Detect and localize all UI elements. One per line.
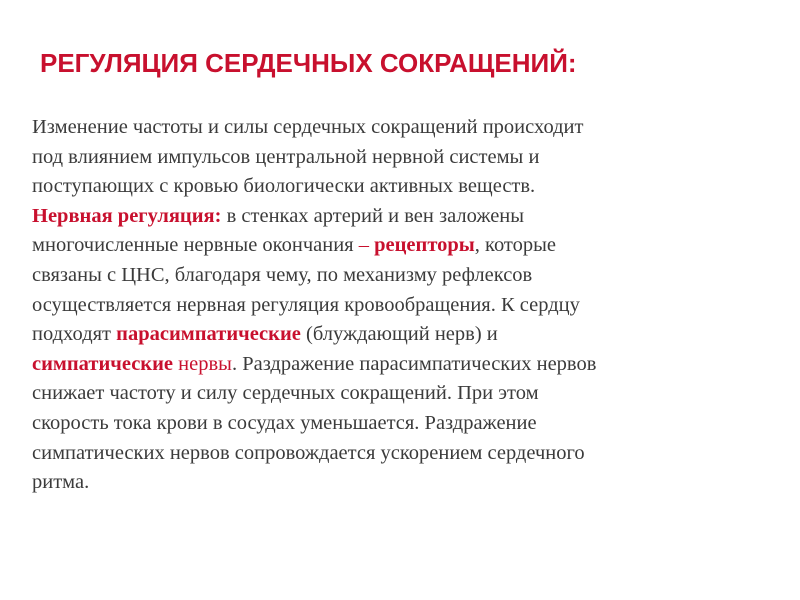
term-nerves: нервы bbox=[173, 352, 232, 375]
body-line-4-rest: в стенках артерий и вен заложены bbox=[221, 204, 525, 227]
body-line-13: ритма. bbox=[32, 471, 90, 494]
body-line-10: снижает частоту и силу сердечных сокращений. При этом bbox=[32, 382, 539, 405]
body-line-3: поступающих с кровью биологически активных веществ. bbox=[32, 175, 536, 198]
body-line-9-rest: . Раздражение парасимпатических нервов bbox=[231, 352, 597, 375]
body-line-5-rest: , которые bbox=[474, 234, 556, 257]
body-line-4 bbox=[32, 202, 777, 232]
body-line-5 bbox=[32, 231, 777, 261]
body-line-11: скорость тока крови в сосудах уменьшается. Раздражение bbox=[32, 411, 537, 434]
slide-title: РЕГУЛЯЦИЯ СЕРДЕЧНЫХ СОКРАЩЕНИЙ: bbox=[40, 48, 577, 78]
term-nervous-regulation: Нервная регуляция: bbox=[32, 204, 222, 227]
term-sympathetic: симпатические bbox=[32, 352, 174, 375]
body-line-9 bbox=[32, 350, 777, 380]
body-line-8-rest: (блуждающий нерв) и bbox=[300, 323, 498, 346]
body-line-5-pre: многочисленные нервные окончания bbox=[32, 234, 359, 257]
body-line-2: под влиянием импульсов центральной нервной системы и bbox=[32, 145, 540, 168]
body-line-8 bbox=[32, 320, 777, 350]
body-line-8-pre: подходят bbox=[32, 323, 117, 346]
term-receptors: рецепторы bbox=[374, 234, 475, 257]
body-line-7: осуществляется нервная регуляция кровообращения. К сердцу bbox=[32, 293, 580, 316]
term-parasympathetic: парасимпатические bbox=[116, 323, 301, 346]
dash: – bbox=[358, 234, 369, 257]
body-line-1: Изменение частоты и силы сердечных сокращений происходит bbox=[32, 116, 584, 138]
body-line-12: симпатических нервов сопровождается ускорением сердечного bbox=[32, 441, 585, 464]
body-line-6: связаны с ЦНС, благодаря чему, по механизму рефлексов bbox=[32, 263, 533, 286]
body-text bbox=[32, 113, 777, 498]
